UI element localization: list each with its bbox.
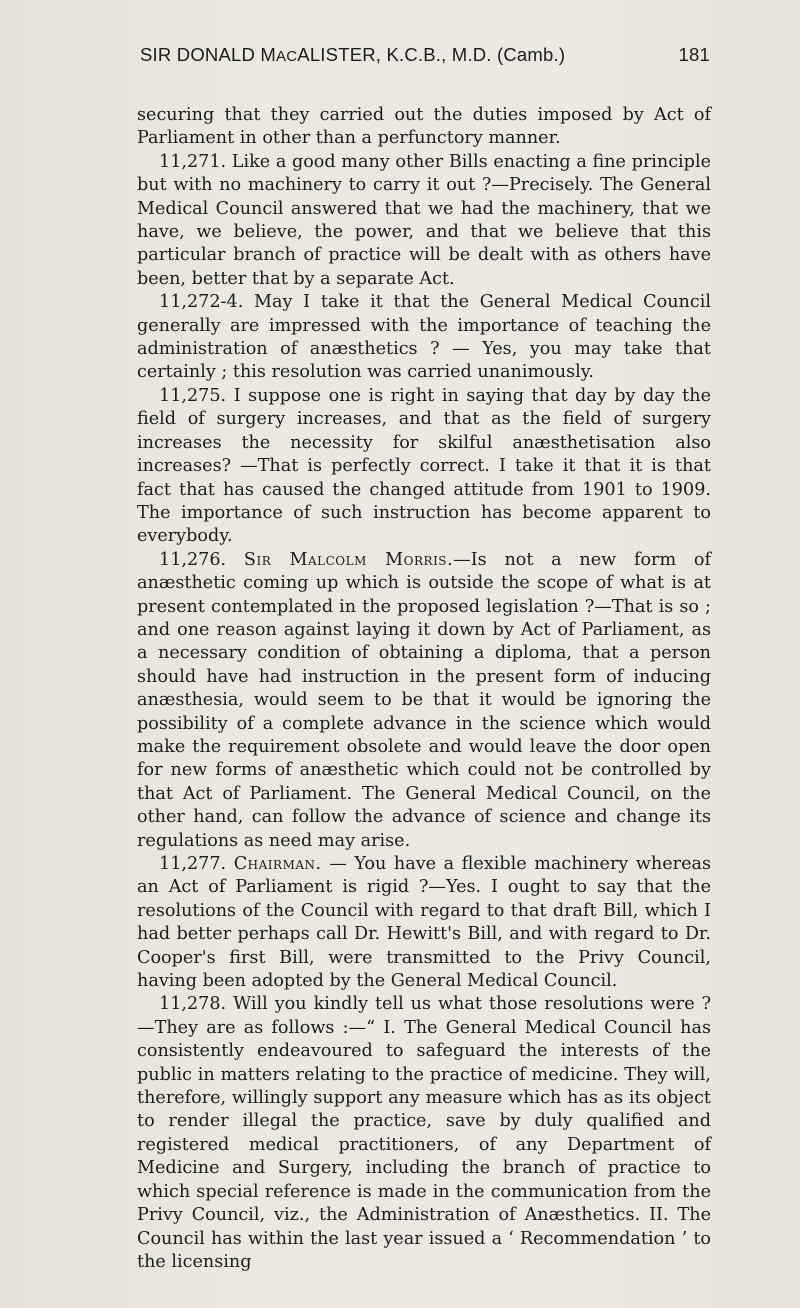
paragraph-11275: [137, 385, 711, 549]
question-number: 11,277.: [159, 854, 227, 874]
running-title-suffix: ALISTER, K.C.B., M.D. (Camb.): [297, 44, 566, 65]
paragraph-continuation: [137, 104, 711, 151]
paragraph-text: securing that they carried out the duties imposed by Act of Parliament in other than a perfunctory manner.: [137, 105, 711, 149]
paragraph-text: —Is not a new form of anæsthetic coming up which is outside the scope of what is at present contemplated in the proposed legislation ?—That is so ; and one reason against laying it down by Act of Parliament, as a necessary condition of obtaining a diploma, that a person should have had instruction in the present form of inducing anæsthesia, would seem to be that it would be ignoring the possibility of a complete advance in the science which would make the requirement obsolete and would leave the door open for new forms of anæsthetic which could not be controlled by that Act of Parliament. The General Medical Council, on the other hand, can follow the advance of science and change its regulations as need may arise.: [137, 549, 711, 851]
question-number: 11,272-4.: [159, 292, 244, 313]
question-number: 11,278.: [159, 994, 227, 1015]
paragraph-text: — You have a flexible machinery whereas an Act of Parliament is rigid ?—Yes. I ought to say that the resolutions of the Council with regard to that draft Bill, which I had better perhaps call Dr. Hewitt's Bill, and with regard to Dr. Cooper's first Bill, were transmitted to the Privy Council, having been adopted by the General Medical Council.: [137, 854, 711, 992]
question-number: 11,271.: [159, 151, 227, 172]
question-number: 11,276.: [159, 549, 227, 570]
paragraph-text: Will you kindly tell us what those resolutions were ?—They are as follows :—“ I. The General Medical Council has consistently endeavoured to safeguard the interests of the public in matters relating to the practice of medicine. They will, therefore, willingly support any measure which has as its object to render illegal the practice, save by duly qualified and registered medical practitioners, of any Department of Medicine and Surgery, including the branch of practice to which special reference is made in the communication from the Privy Council, viz., the Administration of Anæsthetics. II. The Council has within the last year issued a ‘ Recommendation ’ to the licensing: [137, 994, 711, 1272]
paragraph-text: I suppose one is right in saying that day by day the field of surgery increases, and that as the field of surgery increases the necessity for skilful anæsthetisation also increases? —That is perfectly correct. I take it that it is that fact that has caused the changed attitude from 1901 to 1909. The importance of such instruction has become apparent to everybody.: [137, 385, 711, 547]
paragraph-11276: [137, 549, 711, 853]
running-title-prefix: SIR DONALD M: [140, 44, 277, 65]
running-title: [140, 44, 565, 66]
page-number: 181: [678, 44, 710, 65]
paragraph-text: May I take it that the General Medical Council generally are impressed with the importance of teaching the administration of anæsthetics ? — Yes, you may take that certainly ; this resolution was carried unanimously.: [137, 292, 712, 383]
paragraph-11271: [137, 151, 711, 291]
question-number: 11,275.: [159, 385, 227, 406]
speaker-name: Chairman.: [233, 854, 322, 874]
paragraph-text: Like a good many other Bills enacting a fine principle but with no machinery to carry it out ?—Precisely. The General Medical Council answered that we had the machinery, that we have, we believe, the power, and that we believe that this particular branch of practice will be dealt with as others have been, better that by a separate Act.: [137, 151, 711, 289]
speaker-name: Sir Malcolm Morris.: [243, 549, 454, 570]
paragraph-11272-4: [137, 291, 711, 385]
running-header: [140, 44, 710, 72]
paragraph-11278: [137, 993, 711, 1274]
paragraph-11277: [137, 853, 711, 993]
running-title-small-caps: AC: [276, 48, 298, 65]
body-text: [137, 104, 711, 1274]
